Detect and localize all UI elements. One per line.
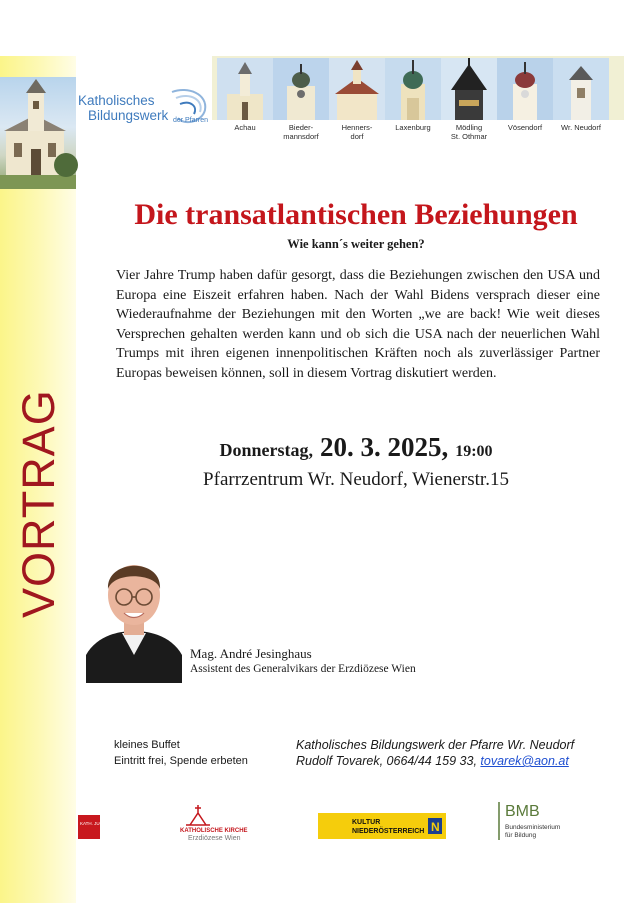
admission-note: Eintritt frei, Spende erbeten bbox=[114, 755, 248, 767]
church-laxenburg bbox=[385, 58, 441, 120]
kirche-logo-line1: KATHOLISCHE KIRCHE bbox=[180, 828, 248, 834]
parish-label-achau: Achau bbox=[234, 123, 256, 132]
parish-label-moedling: Mödling St. Othmar bbox=[450, 123, 488, 141]
jugend-logo bbox=[78, 815, 144, 839]
event-time: 19:00 bbox=[455, 443, 493, 460]
logo-text-pfarren: der Pfarren bbox=[173, 117, 209, 124]
parish-label-voesendorf: Vösendorf bbox=[507, 123, 543, 132]
contact-text: Rudolf Tovarek, 0664/44 159 33, bbox=[296, 754, 477, 768]
bmb-logo bbox=[497, 800, 577, 842]
kultur-niederoesterreich-logo bbox=[318, 813, 446, 839]
event-date: 20. 3. 2025, bbox=[319, 432, 449, 462]
speaker-name: Mag. André Jesinghaus bbox=[190, 646, 312, 661]
organizer-info bbox=[296, 737, 574, 769]
kultur-logo-line1: KULTUR bbox=[352, 819, 381, 826]
church-moedling bbox=[441, 58, 497, 120]
event-datetime bbox=[76, 432, 636, 463]
logo-text-bildungswerk: Bildungswerk bbox=[88, 108, 169, 123]
event-subtitle: Wie kann´s weiter gehen? bbox=[287, 237, 425, 251]
organizer-contact bbox=[296, 753, 574, 769]
parish-label-wr-neudorf: Wr. Neudorf bbox=[561, 123, 601, 132]
parish-label-hennersdorf: Henners- dorf bbox=[341, 123, 373, 141]
church-wr-neudorf bbox=[553, 58, 609, 120]
event-description: Vier Jahre Trump haben dafür gesorgt, dass die Beziehungen zwischen den USA und Europa eine Eiszeit erfahren haben. Nach der Wahl Bidens versprach dieser eine Wiederaufnahme der Beziehungen mit den Worten „we are back! Wie weit dieses Versprechen gehalten werden kann und ob sich die USA nach der neuerlichen Wahl Trumps mit ihren eigenen innenpolitischen Kräften noch als zuverlässiger Partner Europas beweisen können, soll in diesem Vortrag diskutiert werden. bbox=[116, 268, 600, 381]
bmb-logo-line1: Bundesministerium bbox=[505, 824, 561, 831]
buffet-note: kleines Buffet bbox=[114, 739, 180, 751]
parish-label-biedermannsdorf: Bieder- mannsdorf bbox=[283, 123, 319, 141]
church-photo bbox=[0, 77, 76, 189]
kirche-logo-line2: Erzdiözese Wien bbox=[188, 835, 241, 842]
kultur-logo-line2: NIEDERÖSTERREICH bbox=[352, 828, 425, 835]
email-link[interactable]: tovarek@aon.at bbox=[480, 754, 569, 768]
church-biedermannsdorf bbox=[273, 58, 329, 120]
speaker-portrait bbox=[86, 523, 182, 683]
event-title: Die transatlantischen Beziehungen bbox=[134, 198, 578, 231]
speaker-role: Assistent des Generalvikars der Erzdiözese Wien bbox=[190, 663, 416, 675]
parish-label-laxenburg: Laxenburg bbox=[395, 123, 431, 132]
event-day: Donnerstag, bbox=[219, 440, 313, 460]
event-info bbox=[114, 737, 248, 769]
logo-text-katholisches: Katholisches bbox=[78, 93, 155, 108]
katholische-kirche-logo bbox=[180, 803, 252, 841]
church-hennersdorf bbox=[329, 58, 385, 120]
bmb-logo-line2: für Bildung bbox=[505, 832, 537, 839]
svg-text:N: N bbox=[431, 820, 440, 834]
jugend-logo-text: KATH. JUGEND NIEDER WIEN bbox=[80, 821, 144, 826]
vortrag-label: VORTRAG bbox=[13, 389, 64, 618]
organizer-name: Katholisches Bildungswerk der Pfarre Wr. Neudorf bbox=[296, 738, 575, 752]
event-venue: Pfarrzentrum Wr. Neudorf, Wienerstr.15 bbox=[203, 469, 509, 490]
bmb-logo-text: BMB bbox=[505, 803, 540, 820]
church-achau bbox=[217, 58, 273, 120]
church-voesendorf bbox=[497, 58, 553, 120]
